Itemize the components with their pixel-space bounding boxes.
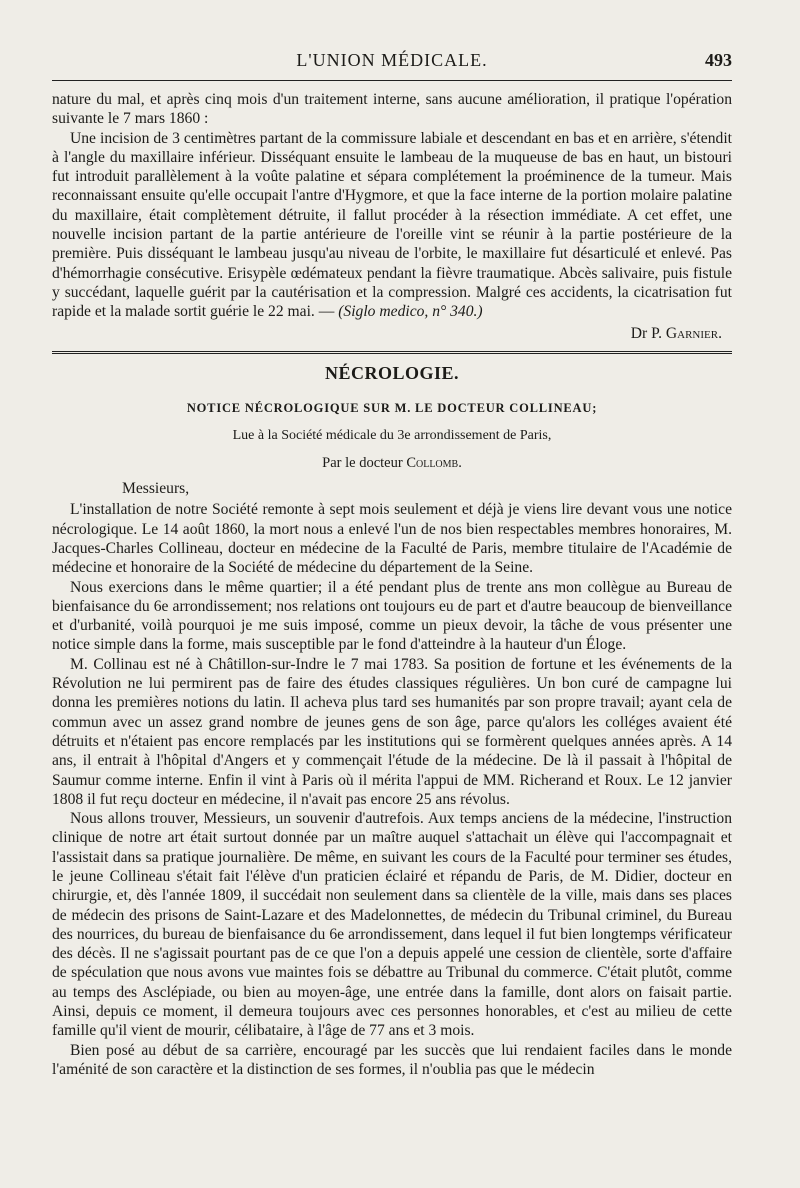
notice-paragraph: Nous exercions dans le même quartier; il a été pendant plus de trente ans mon collègue au Bureau de bienfaisance du 6e arrondissement; nos relations ont toujours eu de part et d'autre beaucoup de bienveillance et d'urbanité, voilà pourquoi je me suis imposé, comme un pieux devoir, la tâche de vous présenter une notice simple dans la forme, mais susceptible par le fond d'atteindre à la hauteur d'un Éloge. [52,578,732,654]
notice-paragraph: Nous allons trouver, Messieurs, un souvenir d'autrefois. Aux temps anciens de la médecine, l'instruction clinique de notre art était surtout donnée par un maître auquel s'attachait un élève qui l'accompagnait et l'assistait dans sa pratique journalière. De même, en suivant les cours de la Faculté pour terminer ses études, le jeune Collineau s'était fait l'élève d'un praticien éclairé et répandu de Paris, de M. Didier, docteur en chirurgie, et, dès l'année 1809, il succédait non seulement dans sa clientèle de la ville, mais dans ses places de médecin des prisons de Saint-Lazare et des Madelonnettes, de médecin du Tribunal criminel, du Bureau des nourrices, du bureau de bienfaisance du 6e arrondissement, dans lequel il fut bien longtemps vérificateur des décès. Il ne s'agissait pourtant pas de ce que l'on a depuis appelé une cession de clientèle, sorte d'affaire de spéculation que nous avons vue maintes fois se débattre au Tribunal du commerce. C'était plutôt, comme au temps des Asclépiade, ou bien au moyen-âge, une entrée dans la famille, dont alors on faisait partie. Ainsi, depuis ce moment, il demeura toujours avec ces personnes honorables, et c'est au milieu de cette famille qu'il vient de mourir, célibataire, à l'âge de 77 ans et 3 mois. [52,810,732,1040]
notice-paragraph: M. Collinau est né à Châtillon-sur-Indre le 7 mai 1783. Sa position de fortune et les événements de la Révolution ne lui permirent pas de faire des études classiques régulières. Un bon curé de campagne lui donna les premières notions du latin. Il acheva plus tard ses humanités par son propre travail; ayant cela de commun avec un assez grand nombre de jeunes gens de son âge, parce qu'alors les colléges avaient été détruits et n'étaient pas encore remplacés par les institutions qui se formèrent quelques années après. A 14 ans, il entrait à l'hôpital d'Angers et y commençait l'étude de la médecine. De là il passait à l'hôpital de Saumur comme interne. Enfin il vint à Paris où il mérita l'appui de MM. Richerand et Roux. Le 12 janvier 1808 il fut reçu docteur en médecine, il n'avait pas encore 25 ans révolus. [52,655,732,808]
author-name: Collomb. [406,454,462,471]
signature-name: Garnier. [665,324,722,342]
notice-title: NOTICE NÉCROLOGIQUE SUR M. LE DOCTEUR COLLINEAU; [186,401,598,416]
section-divider [52,351,732,354]
article-source: (Siglo medico, n° 340.) [338,303,483,321]
notice-author [52,454,732,473]
notice-paragraph: L'installation de notre Société remonte à sept mois seulement et déjà je viens lire devant vous une notice nécrologique. Le 14 août 1860, la mort nous a enlevé l'un de nos bien respectables membres honoraires, M. Jacques-Charles Collineau, docteur en médecine de la Faculté de Paris, membre titulaire de l'Académie de médecine et honoraire de la Société de médecine du département de la Seine. [52,501,732,577]
page-header [52,48,732,76]
article-paragraph: nature du mal, et après cinq mois d'un traitement interne, sans aucune amélioration, il pratique l'opération suivante le 7 mars 1860 : [52,91,732,128]
article-signature [52,324,732,343]
notice-paragraph: Bien posé au début de sa carrière, encouragé par les succès que lui rendaient faciles dans le monde l'aménité de son caractère et la distinction de ses formes, il n'oublia pas que le médecin [52,1041,732,1078]
article-paragraph [52,129,732,322]
notice-subtitle: Lue à la Société médicale du 3e arrondissement de Paris, [232,428,552,444]
page-content [52,90,732,1079]
signature-prefix: Dr P. [630,324,662,342]
author-prefix: Par le docteur [322,454,403,471]
article-paragraph-text: Une incision de 3 centimètres partant de la commissure labiale et descendant en bas et en arrière, s'étendit à l'angle du maxillaire inférieur. Disséquant ensuite le lambeau de la muqueuse de bas en haut, un bistouri fut introduit parallèlement à la voûte palatine et sépara complétement la proéminence de la tumeur. Mais reconnaissant ensuite qu'elle occupait l'antre d'Hygmore, et que la face interne de la portion molaire palatine du maxillaire, était complètement détruite, il fallut procéder à la résection immédiate. A cet effet, une nouvelle incision partant de la partie antérieure de l'oreille vint se réunir à la partie postérieure de la première. Puis disséquant le lambeau jusqu'au niveau de l'orbite, le maxillaire fut désarticulé et enlevé. Pas d'hémorrhagie consécutive. Erisypèle œdémateux pendant la fièvre traumatique. Abcès salivaire, puis fistule y succédant, laquelle guérit par la cautérisation et la compression. Malgré ces accidents, la cicatrisation fut rapide et la malade sortit guérie le 22 mai. — [52,129,732,321]
section-title: NÉCROLOGIE. [324,362,460,383]
salutation: Messieurs, [122,480,190,498]
running-title: L'UNION MÉDICALE. [296,50,488,70]
page-number: 493 [705,50,732,70]
header-rule [52,80,732,81]
